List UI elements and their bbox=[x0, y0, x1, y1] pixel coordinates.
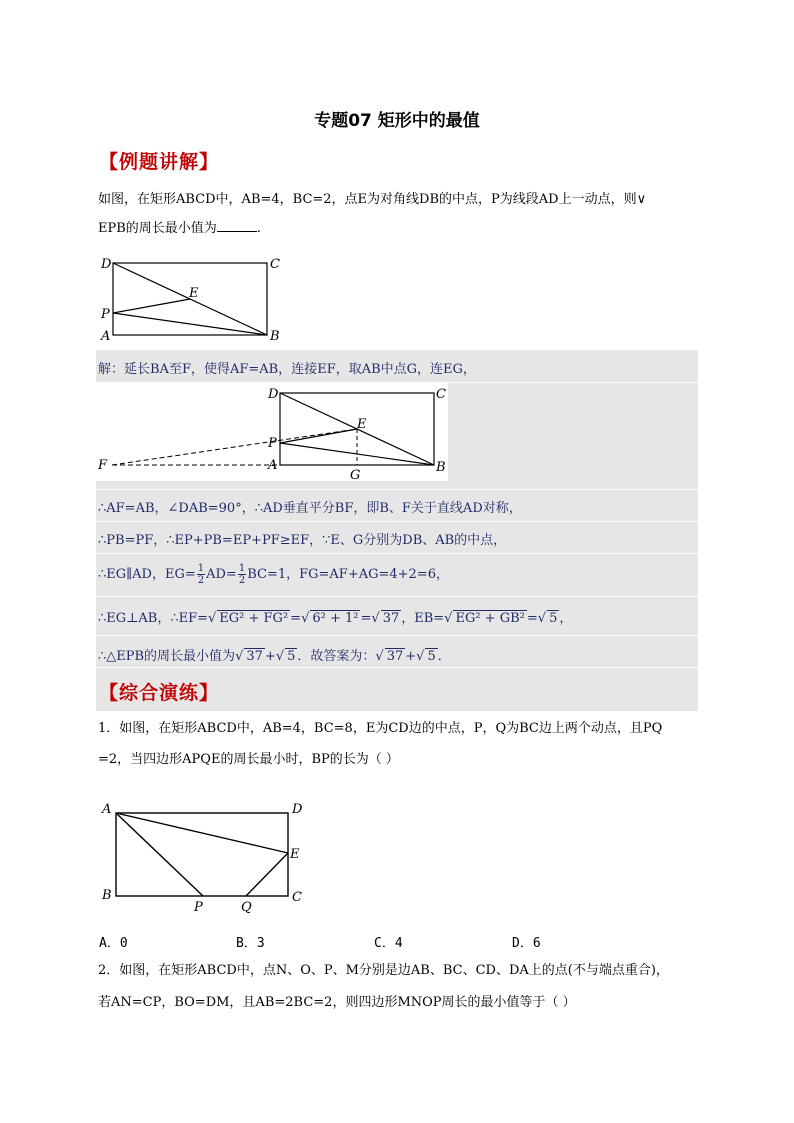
fig2-label-f: F bbox=[98, 458, 108, 473]
solution-line-4-part: BC=1，FG=AF+AG=4+2=6， bbox=[247, 567, 449, 582]
sqrt-radicand: 5 bbox=[427, 649, 436, 664]
solution-line-5-part: ，EB= bbox=[401, 611, 445, 626]
fig3-label-c: C bbox=[292, 890, 302, 905]
figure-rectangle-apqe bbox=[96, 797, 316, 917]
fig2-label-a: A bbox=[268, 458, 278, 473]
question-2-line-1: 2．如图，在矩形ABCD中，点N、O、P、M分别是边AB、BC、CD、DA上的点(不与端点重合)， bbox=[98, 963, 669, 978]
solution-line-5-part: = bbox=[526, 611, 538, 626]
choice-a[interactable]: A．0 bbox=[99, 936, 128, 951]
divider bbox=[96, 521, 698, 522]
answer-blank bbox=[217, 219, 257, 232]
sqrt-radicand: 37 bbox=[386, 649, 404, 664]
sqrt-radicand: 6² + 1² bbox=[312, 611, 359, 626]
divider bbox=[96, 635, 698, 636]
sqrt-radicand: EG² + FG² bbox=[219, 611, 289, 626]
question-2-line-2: 若AN=CP，BO=DM，且AB=2BC=2，则四边形MNOP周长的最小值等于（ ） bbox=[98, 995, 576, 1010]
fig1-label-a: A bbox=[101, 329, 111, 344]
choice-b[interactable]: B．3 bbox=[236, 936, 265, 951]
solution-line-6-part: ． bbox=[437, 649, 451, 664]
question-1-line-2: =2，当四边形APQE的周长最小时，BP的长为（ ） bbox=[98, 752, 399, 767]
page-title: 专题07 矩形中的最值 bbox=[314, 111, 480, 131]
solution-line-5-part: = bbox=[360, 611, 372, 626]
fig3-label-p: P bbox=[194, 900, 203, 915]
sqrt-radicand: EG² + GB² bbox=[455, 611, 525, 626]
fraction-denominator: 2 bbox=[238, 575, 246, 586]
sqrt-radicand: 5 bbox=[549, 611, 558, 626]
choice-c[interactable]: C．4 bbox=[374, 936, 403, 951]
fig1-label-p: P bbox=[101, 307, 110, 322]
solution-line-3: ∴PB=PF，∴EP+PB=EP+PF≥EF，∵E、G分别为DB、AB的中点， bbox=[98, 533, 507, 548]
choice-d[interactable]: D．6 bbox=[512, 936, 541, 951]
solution-line-6-part: + bbox=[405, 649, 417, 664]
sqrt-radicand: 5 bbox=[287, 649, 296, 664]
solution-line-1: 解：延长BA至F，使得AF=AB，连接EF，取AB中点G，连EG， bbox=[98, 362, 476, 377]
fig1-label-c: C bbox=[270, 257, 280, 272]
fig2-label-e: E bbox=[357, 417, 367, 432]
solution-line-4-part: AD= bbox=[206, 567, 237, 582]
section-heading-practice: 【综合演练】 bbox=[99, 682, 220, 704]
fig1-label-d: D bbox=[101, 257, 112, 272]
fig3-label-d: D bbox=[292, 802, 303, 817]
fig2-label-p: P bbox=[268, 436, 277, 451]
solution-line-6-part: ．故答案为： bbox=[297, 649, 376, 664]
solution-line-6-part: + bbox=[264, 649, 276, 664]
solution-line-5-part: ∴EG⊥AB，∴EF= bbox=[98, 611, 208, 626]
solution-line-4-part: ∴EG∥AD，EG= bbox=[98, 567, 196, 582]
divider bbox=[96, 596, 698, 597]
fraction-one-half bbox=[197, 563, 205, 586]
sqrt-radicand: 37 bbox=[246, 649, 263, 664]
fraction-denominator: 2 bbox=[197, 575, 205, 586]
fig3-label-b: B bbox=[102, 888, 112, 903]
figure-rectangle-abcd-1 bbox=[96, 252, 296, 344]
solution-line-2: ∴AF=AB，∠DAB=90°，∴AD垂直平分BF，即B、F关于直线AD对称， bbox=[98, 501, 522, 516]
question-1-line-1: 1．如图，在矩形ABCD中，AB=4，BC=8，E为CD边的中点，P，Q为BC边上两个动点，且PQ bbox=[98, 721, 663, 736]
fraction-one-half bbox=[238, 563, 246, 586]
example-text-line-2-body: EPB的周长最小值为 bbox=[98, 221, 217, 236]
solution-line-6-part: ∴△EPB的周长最小值为 bbox=[98, 649, 236, 664]
fig3-label-e: E bbox=[290, 847, 300, 862]
fig1-label-b: B bbox=[270, 329, 280, 344]
example-period: . bbox=[256, 221, 261, 236]
divider bbox=[96, 553, 698, 554]
fig3-label-q: Q bbox=[241, 900, 252, 915]
solution-line-5-part: = bbox=[290, 611, 302, 626]
example-text-line-2 bbox=[98, 219, 698, 239]
solution-line-6: ∴△EPB的周长最小值为√ 37 +√ 5 ．故答案为：√ 37 +√ 5 ． bbox=[98, 649, 451, 664]
divider bbox=[96, 667, 698, 668]
fig2-label-b: B bbox=[436, 460, 446, 475]
solution-line-5: ∴EG⊥AB，∴EF=√ EG² + FG² =√ 6² + 1² =√ 37 ，EB=√ EG² + GB² =√ 5 ， bbox=[98, 611, 573, 626]
fig2-label-c: C bbox=[436, 387, 446, 402]
solution-line-5-part: ， bbox=[559, 611, 573, 626]
divider bbox=[96, 489, 698, 490]
sqrt-radicand: 37 bbox=[382, 611, 400, 626]
fig3-label-a: A bbox=[102, 802, 112, 817]
section-heading-examples: 【例题讲解】 bbox=[99, 151, 220, 173]
fig2-label-g: G bbox=[350, 468, 361, 481]
fraction-numerator: 1 bbox=[197, 563, 205, 574]
example-text-line-1: 如图，在矩形ABCD中，AB=4，BC=2，点E为对角线DB的中点，P为线段AD上一动点，则∨ bbox=[98, 192, 647, 207]
fig1-label-e: E bbox=[189, 286, 199, 301]
solution-line-4 bbox=[98, 563, 449, 586]
figure-rectangle-abcd-2 bbox=[96, 383, 448, 481]
fraction-numerator: 1 bbox=[238, 563, 246, 574]
fig2-label-d: D bbox=[268, 387, 279, 402]
